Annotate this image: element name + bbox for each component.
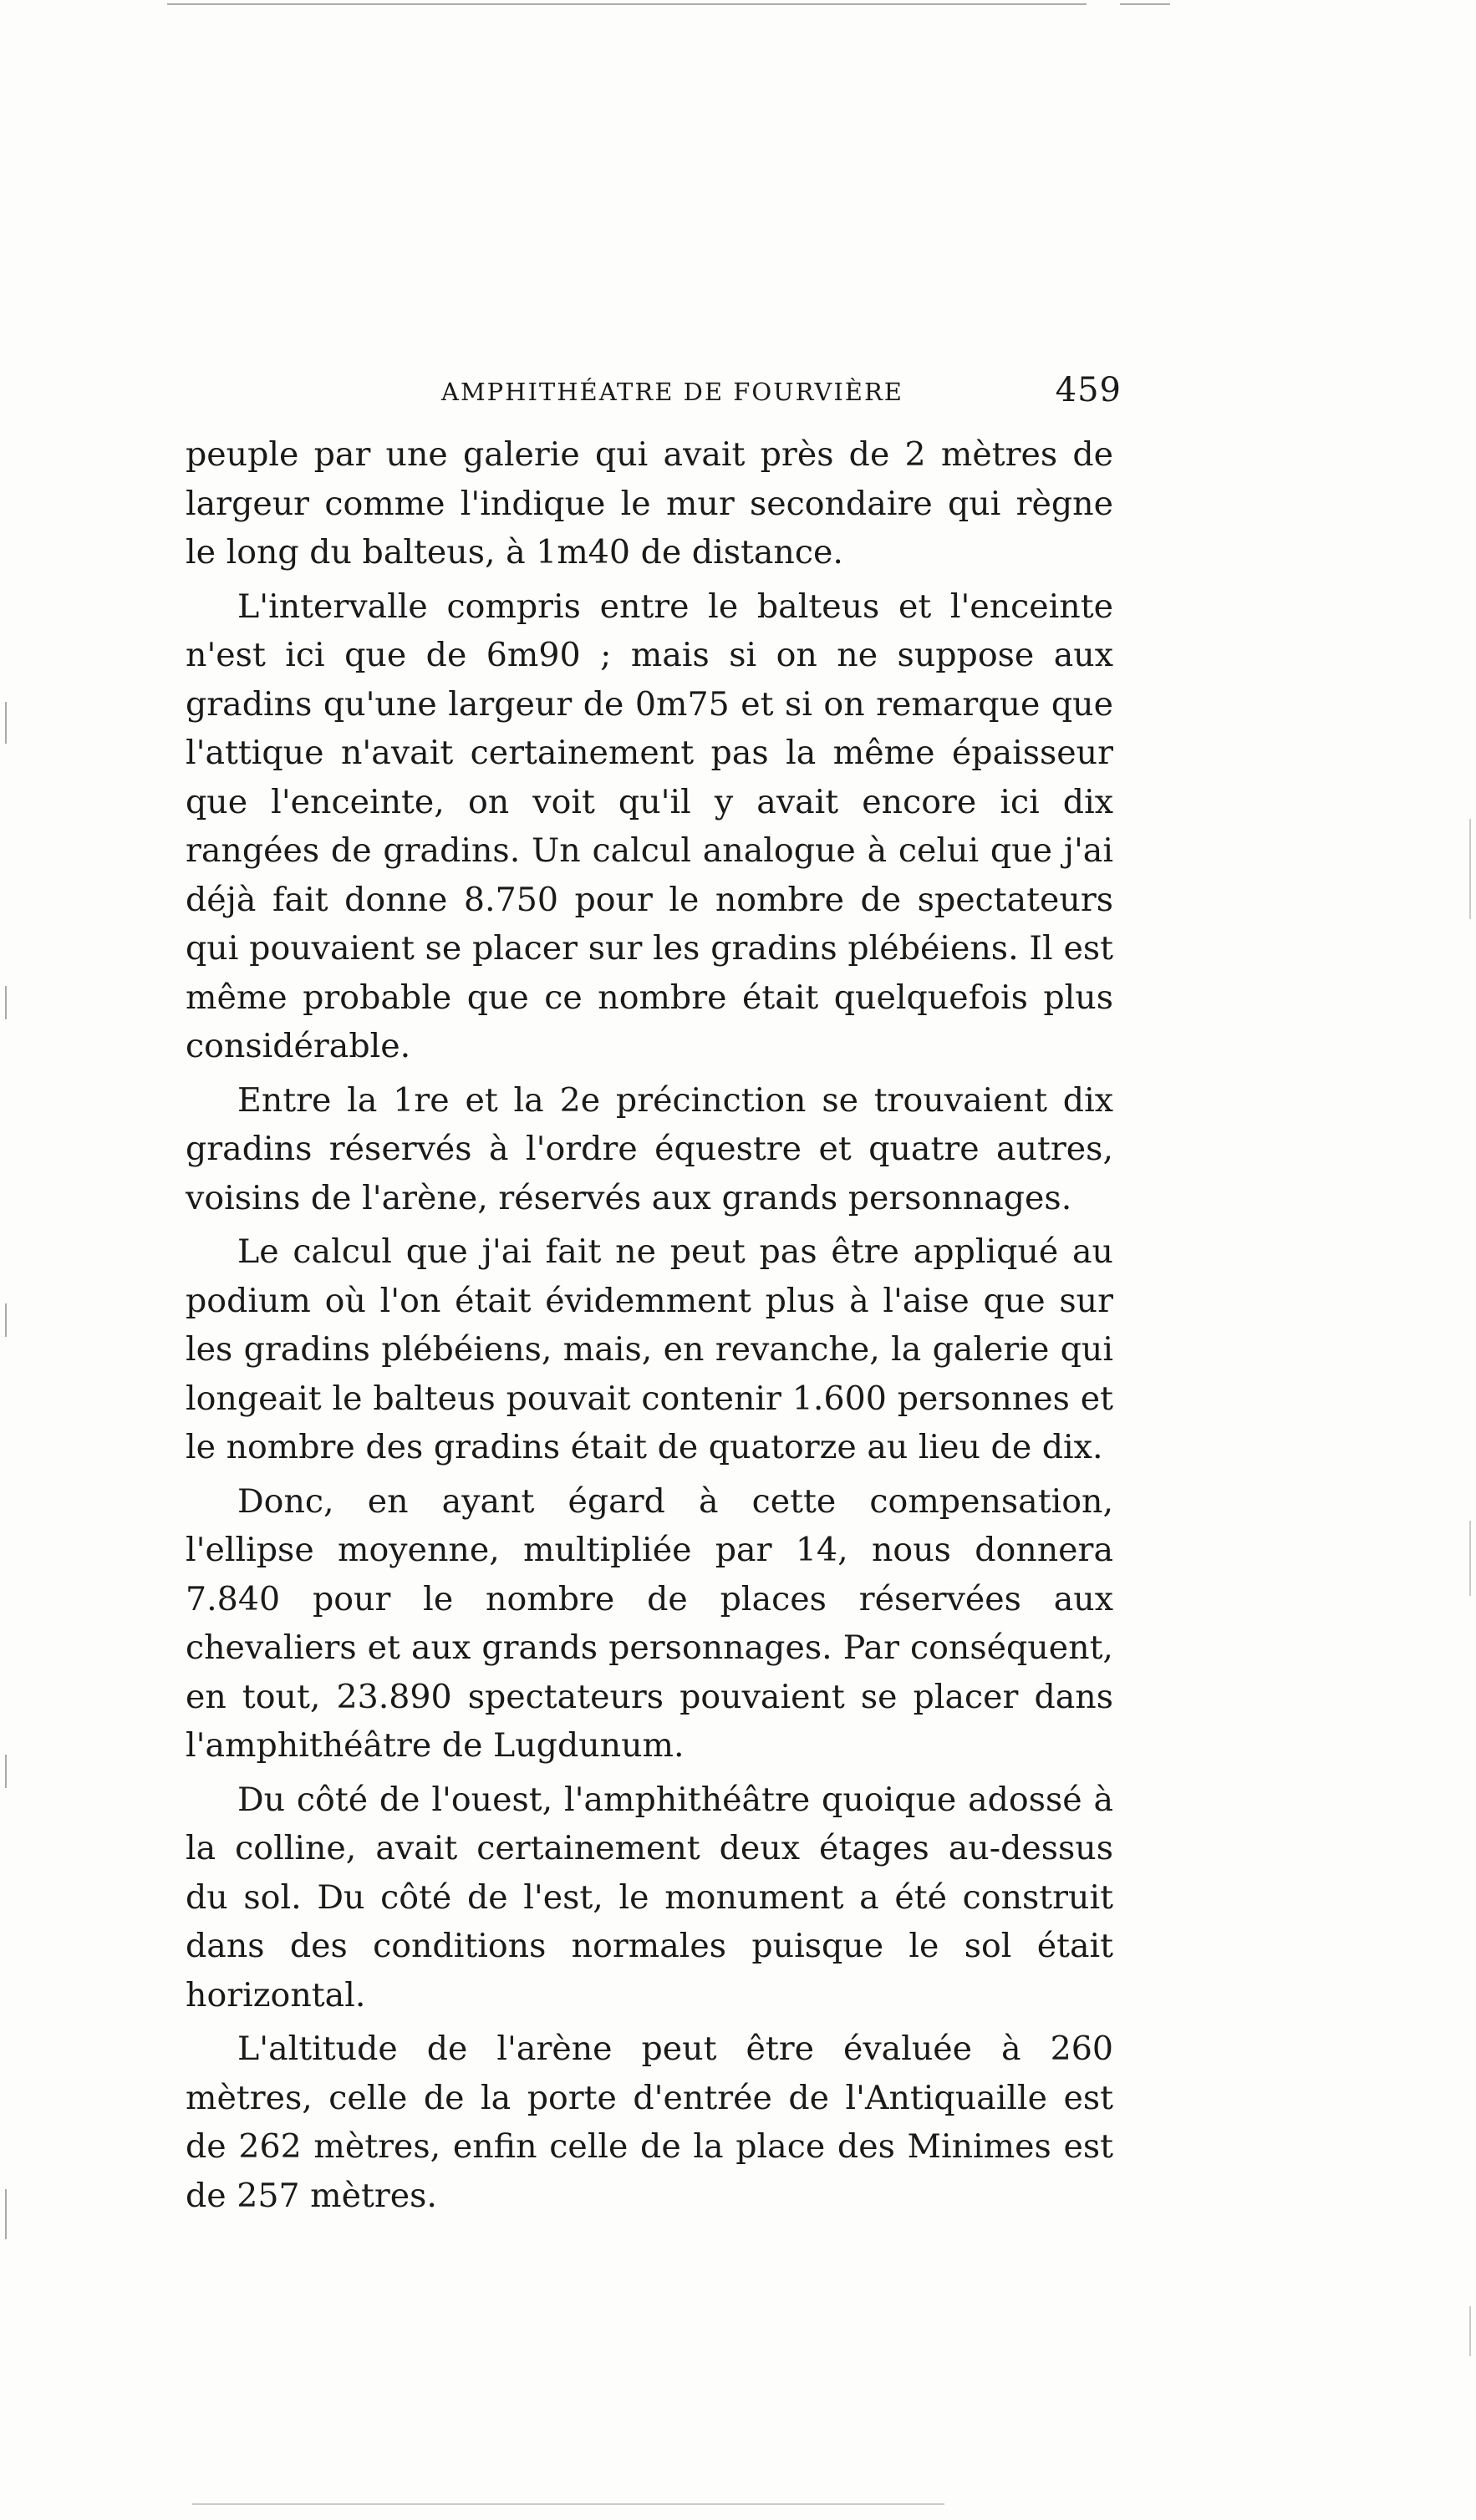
- scan-edge-mark: [5, 1303, 7, 1337]
- scan-border-top-right: [1120, 3, 1170, 5]
- scan-edge-mark: [1469, 1521, 1471, 1596]
- scan-edge-mark: [1469, 2306, 1471, 2356]
- paragraph-1: peuple par une galerie qui avait près de 2 mètres de largeur comme l'indique le mur secondaire qui règne le long du balteus, à 1m40 de distance.: [186, 435, 1113, 572]
- paragraph-5: Donc, en ayant égard à cette compensation, l'ellipse moyenne, multipliée par 14, nous donnera 7.840 pour le nombre de places réservées aux chevaliers et aux grands personnages. Par conséquent, en tout, 23.890 spectateurs pouvaient se placer dans l'amphithéâtre de Lugdunum.: [186, 1481, 1113, 1765]
- scan-edge-mark: [5, 2189, 7, 2239]
- body-text: [186, 430, 1113, 2220]
- scan-edge-mark: [5, 986, 7, 1019]
- page-header: [209, 366, 1135, 416]
- scan-edge-mark: [1469, 819, 1471, 919]
- scan-edge-mark: [5, 702, 7, 744]
- scan-edge-mark: [5, 1755, 7, 1788]
- page-number: 459: [1055, 371, 1122, 409]
- paragraph-3: Entre la 1re et la 2e précinction se trouvaient dix gradins réservés à l'ordre équestre et quatre autres, voisins de l'arène, réservés aux grands personnages.: [186, 1080, 1113, 1217]
- paragraph-6: Du côté de l'ouest, l'amphithéâtre quoique adossé à la colline, avait certainement deux étages au-dessus du sol. Du côté de l'est, le monument a été construit dans des conditions normales puisque le sol était horizontal.: [186, 1780, 1113, 2014]
- paragraph-7: L'altitude de l'arène peut être évaluée à 260 mètres, celle de la porte d'entrée de l'Antiquaille est de 262 mètres, enfin celle de la place des Minimes est de 257 mètres.: [186, 2030, 1113, 2215]
- paragraph-2: L'intervalle compris entre le balteus et l'enceinte n'est ici que de 6m90 ; mais si on ne suppose aux gradins qu'une largeur de 0m75 et si on remarque que l'attique n'avait certainement pas la même épaisseur que l'enceinte, on voit qu'il y avait encore ici dix rangées de gradins. Un calcul analogue à celui que j'ai déjà fait donne 8.750 pour le nombre de spectateurs qui pouvaient se placer sur les gradins plébéiens. Il est même probable que ce nombre était quelquefois plus considérable.: [186, 587, 1113, 1065]
- scan-border-bottom: [192, 2503, 944, 2505]
- running-head: AMPHITHÉATRE DE FOURVIÈRE: [441, 378, 903, 406]
- paragraph-4: Le calcul que j'ai fait ne peut pas être appliqué au podium où l'on était évidemment plus à l'aise que sur les gradins plébéiens, mais, en revanche, la galerie qui longeait le balteus pouvait contenir 1.600 personnes et le nombre des gradins était de quatorze au lieu de dix.: [186, 1232, 1113, 1466]
- scan-border-top: [167, 3, 1087, 5]
